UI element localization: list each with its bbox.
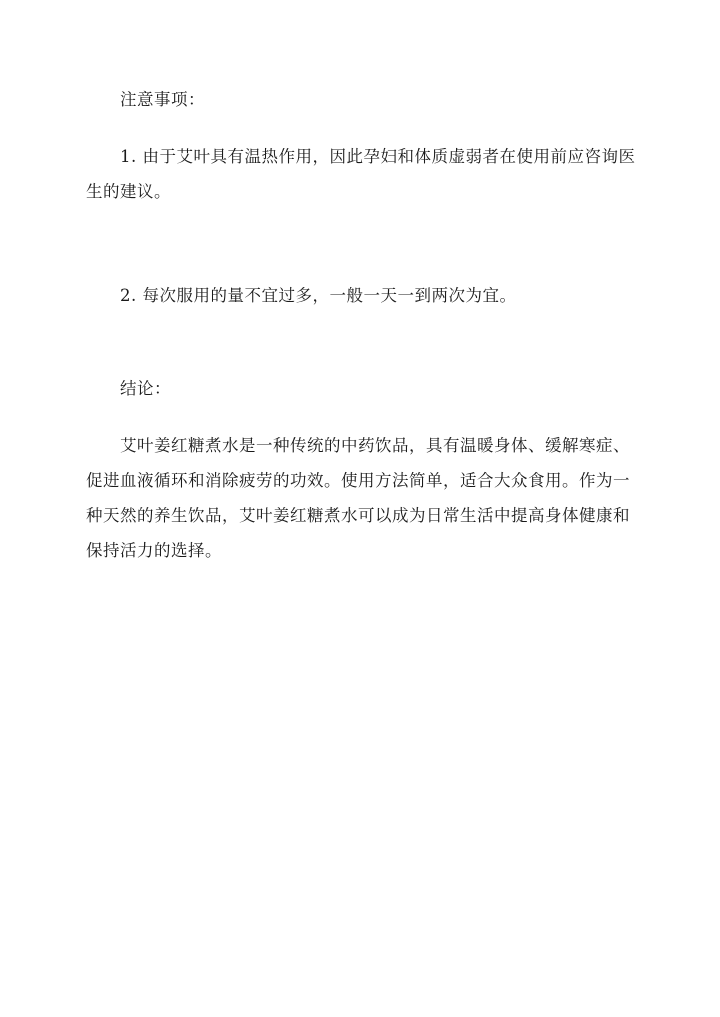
conclusion-heading: 结论： xyxy=(120,379,171,398)
note-item-1: 1. 由于艾叶具有温热作用，因此孕妇和体质虚弱者在使用前应咨询医生的建议。 xyxy=(86,147,636,201)
notes-heading: 注意事项： xyxy=(120,90,205,109)
note-item-2: 2. 每次服用的量不宜过多，一般一天一到两次为宜。 xyxy=(120,286,517,305)
conclusion-body: 艾叶姜红糖煮水是一种传统的中药饮品，具有温暖身体、缓解寒症、促进血液循环和消除疲劳的功效。使用方法简单，适合大众食用。作为一种天然的养生饮品，艾叶姜红糖煮水可以成为日常生活中提高身体健康和保持活力的选择。 xyxy=(86,436,630,560)
